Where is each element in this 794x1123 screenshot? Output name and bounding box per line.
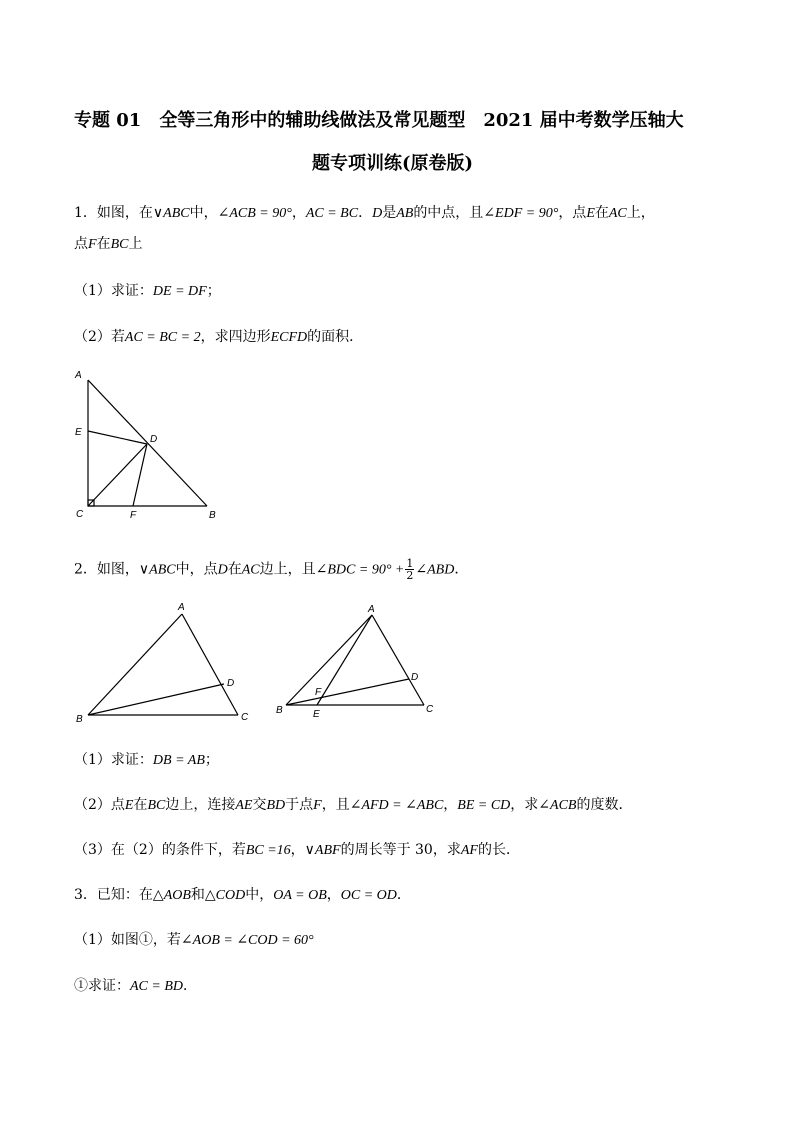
text: ， (326, 887, 341, 903)
math-expr: ∠AFD = ∠ABC (349, 798, 444, 813)
text: ，求 (510, 797, 539, 813)
q1-part2 (74, 326, 363, 346)
text: 和 (190, 887, 205, 903)
math-expr: ∠AOB = ∠COD = 60° (180, 933, 314, 948)
math-var: BC (147, 798, 166, 813)
math-expr: ∠EDF = 90° (483, 206, 559, 221)
q2-statement (74, 558, 468, 581)
math-expr: AC = BC = 2 (124, 330, 201, 345)
text: 在 (227, 561, 242, 578)
text: 的面积． (307, 329, 364, 345)
q2-figure-1 (70, 598, 260, 728)
text: 上， (626, 205, 655, 221)
math-expr: △COD (204, 888, 246, 903)
q3-statement (74, 884, 411, 904)
math-expr: OA = OB (273, 888, 327, 903)
math-expr: ∠BDC = 90° + (315, 562, 405, 578)
q1-statement-line2 (74, 233, 142, 253)
text: ． (396, 887, 411, 903)
math-var: AE (235, 798, 253, 813)
text: 点 (74, 236, 88, 252)
label-a: A (178, 602, 185, 613)
segment-ab (88, 614, 182, 715)
math-expr: ∠ACB (538, 798, 577, 813)
document-title-line2: 题专项训练(原卷版) (312, 153, 474, 174)
text: 中，点 (175, 561, 218, 578)
math-expr: △AOB (152, 888, 191, 903)
math-expr: ∠ACB = 90° (217, 206, 292, 221)
math-expr: AC = BC (305, 206, 359, 221)
math-var: AC (241, 562, 260, 578)
q2-part1 (74, 749, 219, 769)
text: 交 (252, 797, 267, 813)
text: ； (206, 283, 221, 299)
text: 于点 (285, 797, 314, 813)
text: ，且 (321, 797, 350, 813)
math-expr: DE = DF (152, 284, 207, 299)
text: 的度数． (576, 797, 633, 813)
text: 上 (128, 236, 143, 252)
math-var: F (88, 237, 97, 252)
text: 的周长等于 30，求 (340, 842, 461, 858)
text: （1）求证： (74, 283, 153, 299)
triangle-symbol: ∨ABC (152, 206, 190, 221)
q3-subpart1 (74, 975, 197, 995)
label-a: A (368, 604, 375, 615)
text: ， (290, 842, 305, 858)
text: ， (291, 205, 306, 221)
text: ． (454, 561, 469, 578)
text: 在 (594, 205, 609, 221)
text: 的中点，且 (413, 205, 484, 221)
segment-fd (133, 444, 147, 506)
q1-figure (70, 365, 230, 525)
label-f: F (315, 687, 322, 698)
segment-bd (286, 679, 409, 705)
text: （2）若 (74, 329, 125, 345)
segment-ac (372, 615, 424, 705)
text: 在 (133, 797, 148, 813)
label-e: E (313, 709, 320, 720)
text: （1）如图①，若 (74, 932, 181, 948)
label-d: D (150, 434, 158, 445)
text: ，点 (558, 205, 587, 221)
text: ①求证： (74, 978, 130, 994)
text: 2．如图， (74, 561, 139, 578)
math-expr: DB = AB (152, 753, 205, 768)
text: ． (183, 978, 197, 994)
text: 的长． (477, 842, 520, 858)
label-b: B (276, 705, 283, 716)
text: 边上，且 (259, 561, 316, 578)
text: ； (204, 752, 219, 768)
text: 在 (96, 236, 111, 252)
segment-cd (88, 444, 147, 506)
math-var: AF (460, 843, 478, 858)
text: 1．如图，在 (74, 205, 153, 221)
label-c: C (426, 704, 434, 715)
text: 3．已知：在 (74, 887, 153, 903)
label-d: D (411, 672, 419, 683)
triangle-symbol: ∨ABC (138, 562, 176, 578)
math-expr: OC = OD (340, 888, 397, 903)
q2-part3 (74, 839, 520, 859)
math-var: BD (266, 798, 286, 813)
text: （3）在（2）的条件下，若 (74, 842, 246, 858)
q2-figure-2 (270, 600, 440, 720)
math-var: AC (608, 206, 627, 221)
label-a: A (75, 370, 82, 381)
q2-part2 (74, 794, 632, 814)
text: ，求四边形 (200, 329, 271, 345)
text: 边上，连接 (165, 797, 236, 813)
math-var: BC (110, 237, 129, 252)
label-f: F (130, 510, 137, 521)
segment-ae (317, 615, 372, 705)
segment-ac (182, 614, 238, 715)
math-expr: ∠ABD (415, 562, 455, 578)
q3-part1 (74, 929, 314, 949)
math-var: D (372, 206, 383, 221)
segment-bd (88, 684, 224, 715)
math-var: E (124, 798, 134, 813)
q1-part1 (74, 280, 221, 300)
math-expr: BE = CD (457, 798, 511, 813)
math-var: E (586, 206, 595, 221)
fraction-numerator: 1 (406, 557, 414, 570)
fraction-denominator: 2 (406, 569, 414, 582)
math-var: ECFD (270, 330, 308, 345)
label-e: E (75, 427, 82, 438)
label-b: B (76, 714, 83, 725)
q1-statement-line1 (74, 202, 655, 222)
label-c: C (241, 712, 249, 723)
triangle-symbol: ∨ABF (304, 843, 341, 858)
document-title-line1: 专题 01 全等三角形中的辅助线做法及常见题型 2021 届中考数学压轴大 (74, 110, 684, 131)
text: ． (358, 205, 373, 221)
math-expr: BC =16 (245, 843, 291, 858)
segment-ab (286, 615, 372, 705)
math-var: AB (396, 206, 414, 221)
math-expr: AC = BD (130, 979, 183, 994)
text: ， (443, 797, 458, 813)
text: 中， (189, 205, 218, 221)
math-var: D (217, 562, 228, 578)
text: （1）求证： (74, 752, 153, 768)
label-b: B (209, 510, 216, 521)
text: 中， (245, 887, 274, 903)
label-c: C (76, 509, 84, 520)
label-d: D (227, 678, 235, 689)
fraction-one-half (405, 558, 414, 581)
math-var: F (313, 798, 322, 813)
text: （2）点 (74, 797, 125, 813)
text: 是 (382, 205, 397, 221)
